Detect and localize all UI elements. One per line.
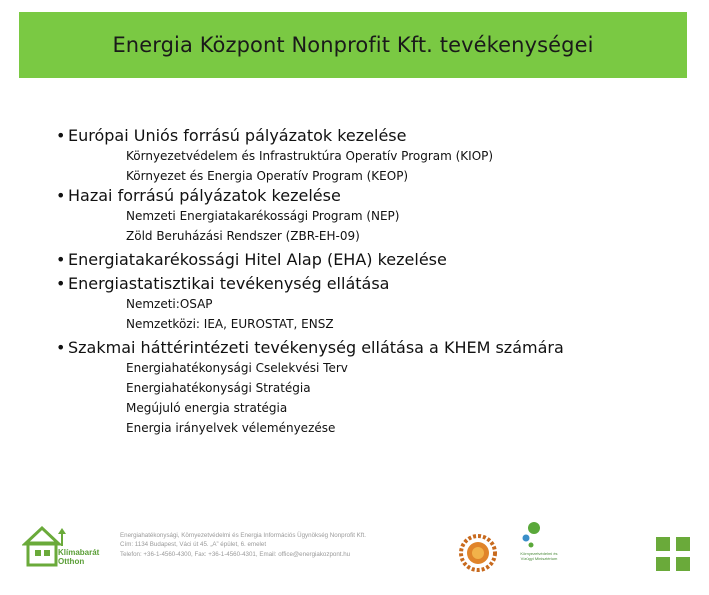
sub-item: Nemzeti:OSAP xyxy=(126,297,213,311)
title-bar xyxy=(19,12,687,78)
bullet-text: Európai Uniós forrású pályázatok kezelése xyxy=(68,126,407,145)
sub-item: Nemzeti Energiatakarékossági Program (NEP) xyxy=(126,209,400,223)
logo-line: Klímabarát xyxy=(58,548,100,557)
bullet-text: Energiastatisztikai tevékenység ellátása xyxy=(68,274,390,293)
bullet-dot: • xyxy=(56,274,66,293)
bullet-item xyxy=(56,274,676,294)
bullet-item xyxy=(56,126,676,146)
sub-item: Zöld Beruházási Rendszer (ZBR-EH-09) xyxy=(126,229,360,243)
agency-info xyxy=(120,531,366,559)
bullet-item xyxy=(56,186,676,206)
bullet-text: Hazai forrású pályázatok kezelése xyxy=(68,186,341,205)
sub-item: Energiahatékonysági Stratégia xyxy=(126,381,311,395)
bullet-dot: • xyxy=(56,126,66,145)
bullet-text: Energiatakarékossági Hitel Alap (EHA) kezelése xyxy=(68,250,447,269)
page-title: Energia Központ Nonprofit Kft. tevékenységei xyxy=(112,33,594,57)
bullet-dot: • xyxy=(56,338,66,357)
ministry-label: Környezetvédelmi és Vízügyi Minisztérium xyxy=(520,551,558,561)
sub-item: Környezet és Energia Operatív Program (KEOP) xyxy=(126,169,409,183)
sub-item: Környezetvédelem és Infrastruktúra Operatív Program (KIOP) xyxy=(126,149,494,163)
sub-item: Megújuló energia stratégia xyxy=(126,401,288,415)
agency-name: Energiahatékonysági, Környezetvédelmi és Energia Információs Ügynökség Nonprofit Kft. xyxy=(120,532,366,539)
sun-logo-icon xyxy=(458,523,498,583)
sub-item: Energia irányelvek véleményezése xyxy=(126,421,336,435)
agency-address: Cím: 1134 Budapest, Váci út 45. „A” épület, 6. emelet xyxy=(120,541,267,549)
bullet-item xyxy=(56,338,676,358)
footer xyxy=(0,515,709,595)
activity-list xyxy=(56,126,676,438)
sub-item: Energiahatékonysági Cselekvési Terv xyxy=(126,361,348,375)
agency-contact: Telefon: +36-1-4560-4300, Fax: +36-1-4560-4301, Email: office@energiakozpont.hu xyxy=(120,550,351,558)
sub-item: Nemzetközi: IEA, EUROSTAT, ENSZ xyxy=(126,317,334,331)
logo-text xyxy=(58,548,99,566)
ministry-logo-icon xyxy=(516,518,560,578)
squares-logo-icon xyxy=(656,537,690,571)
bullet-dot: • xyxy=(56,186,66,205)
bullet-text: Szakmai háttérintézeti tevékenység ellátása a KHEM számára xyxy=(68,338,564,357)
logo-line: Otthon xyxy=(58,557,85,566)
bullet-dot: • xyxy=(56,250,66,269)
bullet-item xyxy=(56,250,676,270)
